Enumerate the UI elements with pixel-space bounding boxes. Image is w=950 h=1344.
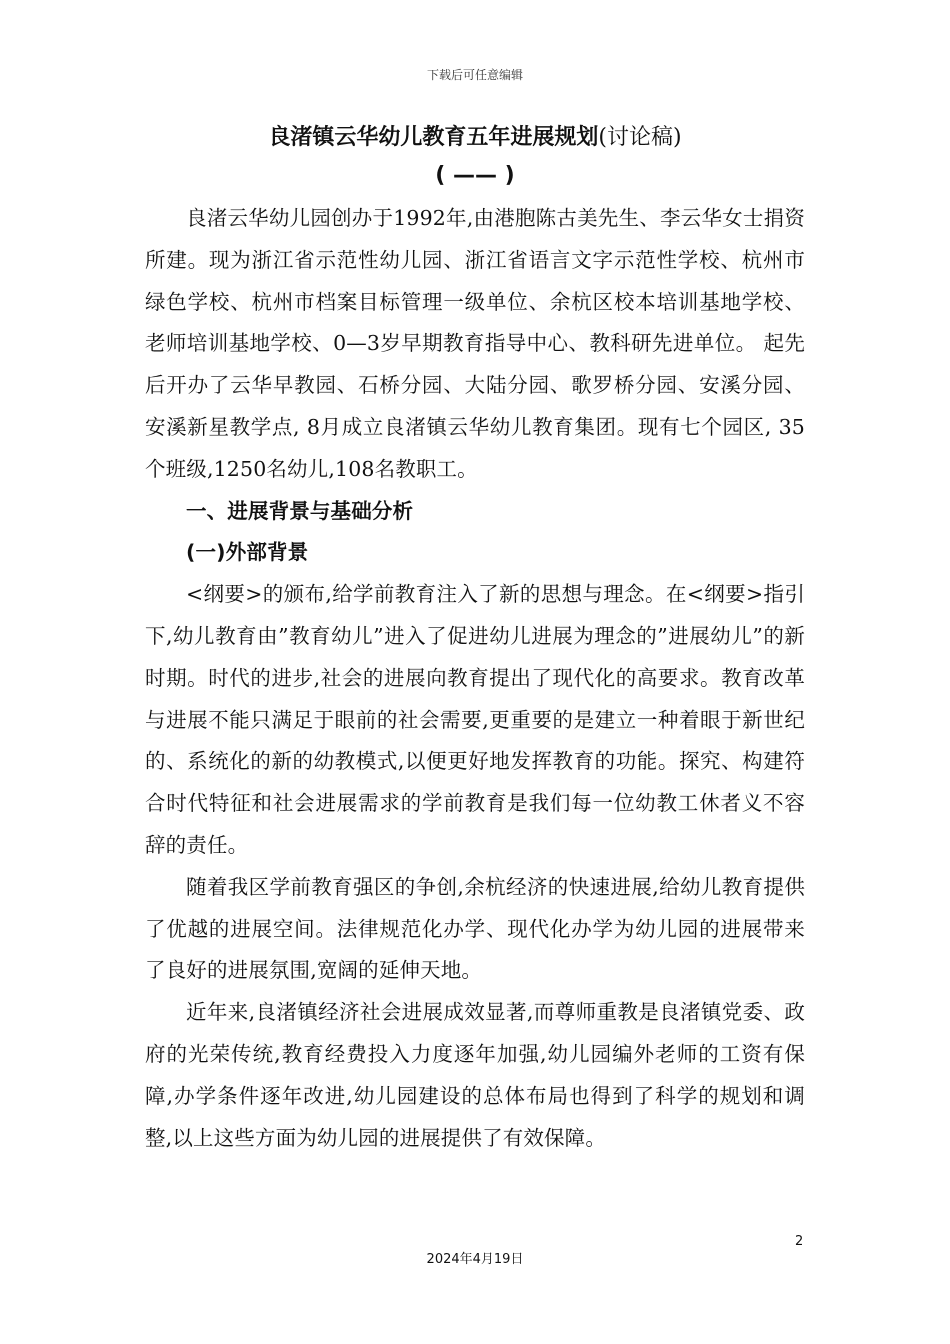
section-heading: 一、进展背景与基础分析 xyxy=(186,498,414,523)
document-body xyxy=(145,198,805,1159)
body-paragraph: 近年来,良渚镇经济社会进展成效显著,而尊师重教是良渚镇党委、政府的光荣传统,教育经费投入力度逐年加强,幼儿园编外老师的工资有保障,办学条件逐年改进,幼儿园建设的总体布局也得到了科学的规划和调整,以上这些方面为幼儿园的进展提供了有效保障。 xyxy=(145,1000,805,1150)
document-subtitle: ( —— ) xyxy=(435,163,515,188)
document-title xyxy=(0,122,950,154)
title-suffix: (讨论稿) xyxy=(598,125,682,150)
footer-date: 2024年4月19日 xyxy=(426,1252,524,1267)
title-main: 良渚镇云华幼儿教育五年进展规划 xyxy=(268,125,599,150)
page-header: 下载后可任意编辑 xyxy=(426,68,523,82)
body-paragraph: <纲要>的颁布,给学前教育注入了新的思想与理念。在<纲要>指引下,幼儿教育由”教育幼儿”进入了促进幼儿进展为理念的”进展幼儿”的新时期。时代的进步,社会的进展向教育提出了现代化的高要求。教育改革与进展不能只满足于眼前的社会需要,更重要的是建立一种着眼于新世纪的、系统化的新的幼教模式,以便更好地发挥教育的功能。探究、构建符合时代特征和社会进展需求的学前教育是我们每一位幼教工休者义不容辞的责任。 xyxy=(145,582,805,857)
intro-paragraph: 良渚云华幼儿园创办于1992年,由港胞陈古美先生、李云华女士捐资所建。现为浙江省示范性幼儿园、浙江省语言文字示范性学校、杭州市绿色学校、杭州市档案目标管理一级单位、余杭区校本培训基地学校、老师培训基地学校、0—3岁早期教育指导中心、教科研先进单位。 起先后开办了云华早教园、石桥分园、大陆分园、歌罗桥分园、安溪分园、安溪新星教学点, 8月成立良渚镇云华幼儿教育集团。现有七个园区, 35个班级,1250名幼儿,108名教职工。 xyxy=(145,206,805,481)
subsection-heading: (一)外部背景 xyxy=(186,540,309,565)
body-paragraph: 随着我区学前教育强区的争创,余杭经济的快速进展,给幼儿教育提供了优越的进展空间。法律规范化办学、现代化办学为幼儿园的进展带来了良好的进展氛围,宽阔的延伸天地。 xyxy=(145,874,805,983)
page-number: 2 xyxy=(795,1234,804,1249)
